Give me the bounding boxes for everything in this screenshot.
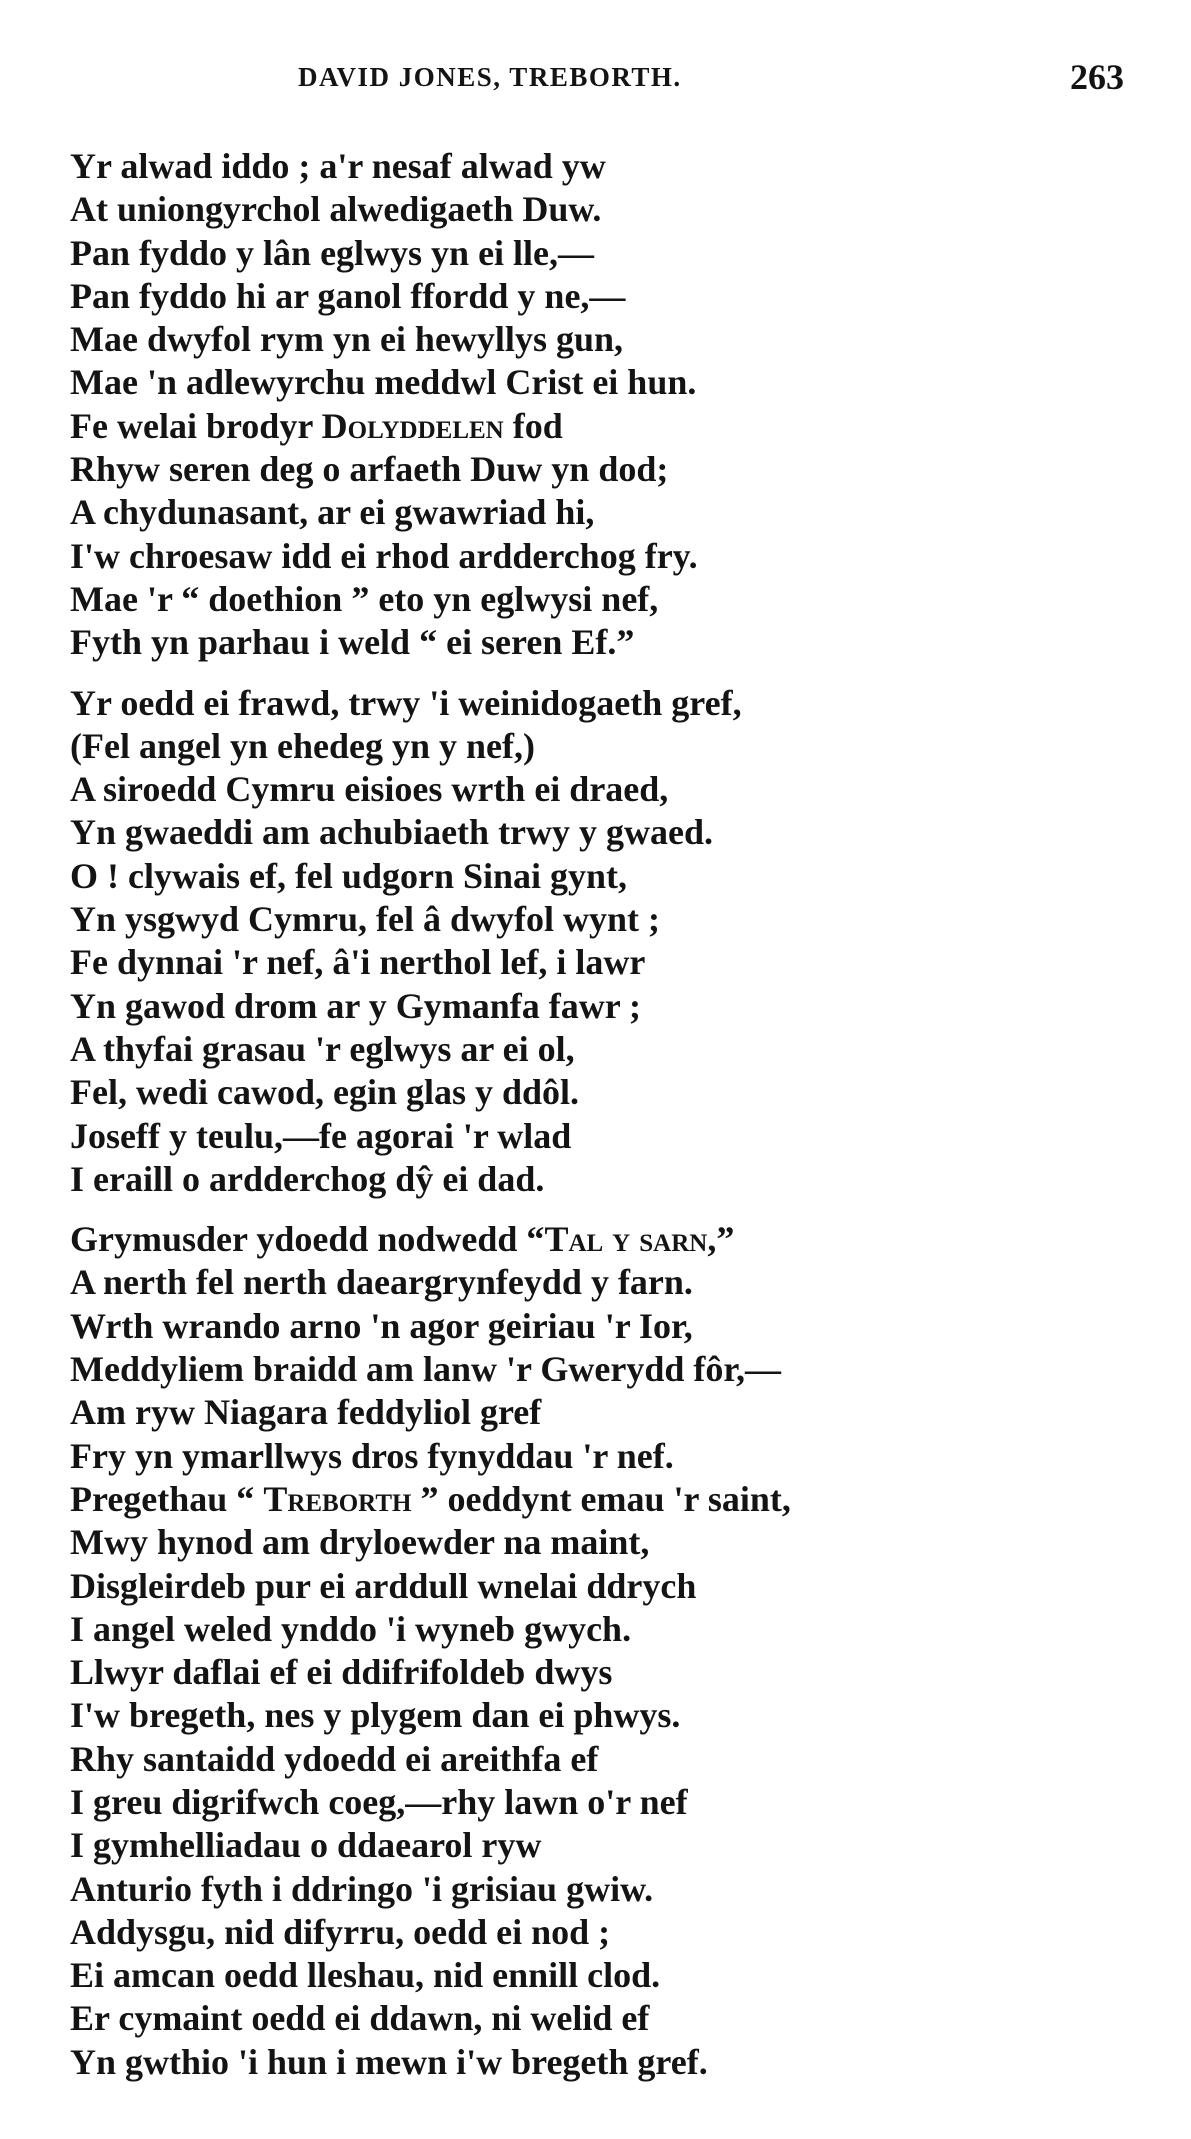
poem-line: Yn gwthio 'i hun i mewn i'w bregeth gref.	[70, 2041, 708, 2082]
running-head: DAVID JONES, TREBORTH.	[298, 62, 682, 92]
poem-line: Fry yn ymarllwys dros fynyddau 'r nef.	[70, 1435, 674, 1476]
poem-line: A nerth fel nerth daeargrynfeydd y farn.	[70, 1262, 693, 1303]
poem-line: I'w chroesaw idd ei rhod ardderchog fry.	[70, 535, 698, 576]
poem-line: Yn gwaeddi am achubiaeth trwy y gwaed.	[70, 812, 714, 853]
small-caps-name: Tal y sarn	[544, 1219, 708, 1260]
poem-line: Llwyr daflai ef ei ddifrifoldeb dwys	[70, 1652, 613, 1693]
poem-line: A chydunasant, ar ei gwawriad hi,	[70, 492, 595, 533]
poem-line: A siroedd Cymru eisioes wrth ei draed,	[70, 769, 669, 810]
poem-line: Yn gawod drom ar y Gymanfa fawr ;	[70, 985, 642, 1026]
poem-line: I greu digrifwch coeg,—rhy lawn o'r nef	[70, 1781, 688, 1822]
poem-line: Rhyw seren deg o arfaeth Duw yn dod;	[70, 449, 669, 490]
poem-line: Yr oedd ei frawd, trwy 'i weinidogaeth gref,	[70, 682, 742, 723]
poem-line: At uniongyrchol alwedigaeth Duw.	[70, 189, 602, 230]
poem-line: Fe dynnai 'r nef, â'i nerthol lef, i lawr	[70, 942, 646, 983]
page-header	[0, 57, 1191, 102]
poem-line: Addysgu, nid difyrru, oedd ei nod ;	[70, 1911, 611, 1952]
poem-line: I'w bregeth, nes y plygem dan ei phwys.	[70, 1695, 681, 1736]
small-caps-name: Dolyddelen	[321, 405, 504, 446]
poem-line: Fel, wedi cawod, egin glas y ddôl.	[70, 1072, 580, 1113]
poem-line: Mwy hynod am dryloewder na maint,	[70, 1522, 650, 1563]
poem-line: I eraill o ardderchog dŷ ei dad.	[70, 1158, 545, 1199]
poem-line: Anturio fyth i ddringo 'i grisiau gwiw.	[70, 1868, 654, 1909]
stanza	[70, 1218, 1150, 2084]
poem-line: Er cymaint oedd ei ddawn, ni welid ef	[70, 1998, 650, 2039]
poem-line: Meddyliem braidd am lanw 'r Gwerydd fôr,—	[70, 1349, 782, 1390]
poem-line: Joseff y teulu,—fe agorai 'r wlad	[70, 1115, 572, 1156]
poem-line: Pan fyddo y lân eglwys yn ei lle,—	[70, 232, 595, 273]
poem-line: Mae 'r “ doethion ” eto yn eglwysi nef,	[70, 578, 659, 619]
poem-line: Fe welai brodyr Dolyddelen fod	[70, 405, 563, 446]
poem-line: Fyth yn parhau i weld “ ei seren Ef.”	[70, 622, 635, 663]
poem-line: A thyfai grasau 'r eglwys ar ei ol,	[70, 1028, 575, 1069]
stanza	[70, 145, 1150, 665]
poem-body	[70, 145, 1150, 2084]
poem-line: Pan fyddo hi ar ganol ffordd y ne,—	[70, 275, 626, 316]
poem-line: (Fel angel yn ehedeg yn y nef,)	[70, 725, 535, 766]
small-caps-name: Treborth	[263, 1478, 412, 1519]
poem-line: Disgleirdeb pur ei arddull wnelai ddrych	[70, 1565, 697, 1606]
page-number: 263	[1070, 57, 1124, 97]
poem-line: Wrth wrando arno 'n agor geiriau 'r Ior,	[70, 1305, 693, 1346]
poem-line: Rhy santaidd ydoedd ei areithfa ef	[70, 1738, 599, 1779]
poem-line: Am ryw Niagara feddyliol gref	[70, 1392, 542, 1433]
stanza	[70, 682, 1150, 1202]
poem-line: Mae 'n adlewyrchu meddwl Crist ei hun.	[70, 362, 697, 403]
poem-line: Ei amcan oedd lleshau, nid ennill clod.	[70, 1955, 661, 1996]
poem-line: Yr alwad iddo ; a'r nesaf alwad yw	[70, 146, 606, 186]
poem-line: I angel weled ynddo 'i wyneb gwych.	[70, 1608, 632, 1649]
poem-line: Yn ysgwyd Cymru, fel â dwyfol wynt ;	[70, 899, 661, 940]
poem-line: I gymhelliadau o ddaearol ryw	[70, 1825, 542, 1866]
poem-line: Mae dwyfol rym yn ei hewyllys gun,	[70, 319, 623, 360]
poem-line: O ! clywais ef, fel udgorn Sinai gynt,	[70, 855, 628, 896]
poem-line: Grymusder ydoedd nodwedd “Tal y sarn,”	[70, 1219, 735, 1260]
poem-line: Pregethau “ Treborth ” oeddynt emau 'r saint,	[70, 1478, 791, 1519]
